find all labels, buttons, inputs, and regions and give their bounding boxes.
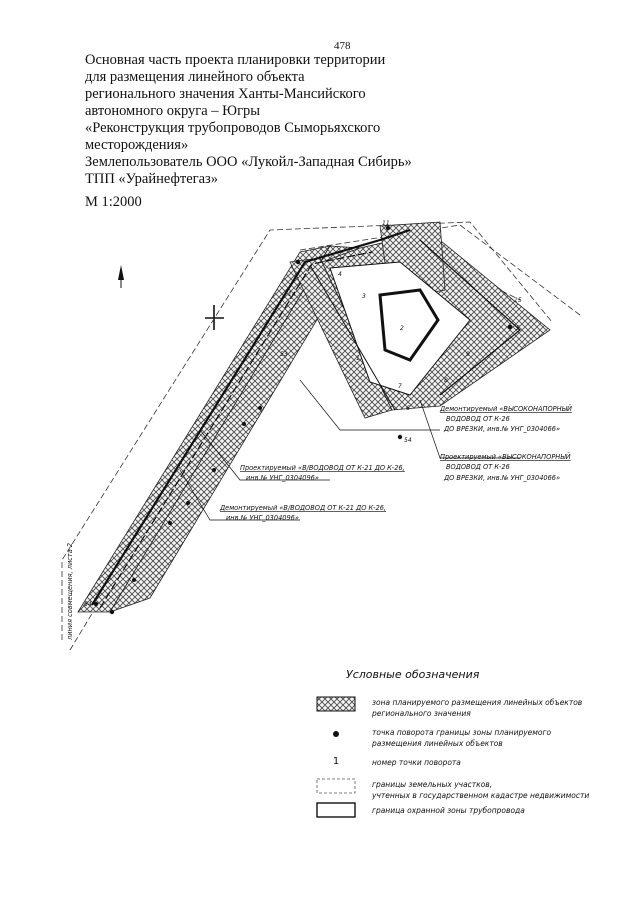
point-number: 9: [466, 351, 470, 358]
page-number: 478: [334, 40, 351, 52]
point-number: 54: [404, 437, 412, 444]
title-line: для размещения линейного объекта: [85, 69, 305, 85]
point-number: 53: [280, 351, 288, 358]
legend-text: регионального значения: [372, 709, 471, 718]
survey-mark-icon: [205, 305, 224, 330]
annotation-text: ДО ВРЕЗКИ, инв.№ УНГ_0304066»: [444, 425, 561, 433]
title-line: Землепользователь ООО «Лукойл-Западная Сибирь»: [85, 154, 412, 170]
annotation-text: ДО ВРЕЗКИ, инв.№ УНГ_0304066»: [444, 474, 561, 482]
point-number: 8: [444, 377, 448, 384]
legend-text: точка поворота границы зоны планируемого: [372, 728, 552, 737]
point-number: 11: [382, 220, 390, 227]
point-number: 5: [516, 325, 520, 332]
point-number: 14: [288, 291, 296, 298]
point-number: 2: [400, 325, 404, 332]
legend-text: границы земельных участков,: [372, 780, 493, 789]
annotation-text: Демонтируемый «ВЫСОКОНАПОРНЫЙ: [440, 405, 572, 413]
annotation-text: ВОДОВОД ОТ К-26: [446, 463, 510, 471]
dot-icon: [316, 726, 356, 742]
title-line: регионального значения Ханты-Мансийского: [85, 86, 366, 102]
point-number: 3: [362, 293, 366, 300]
point-number: 6: [406, 405, 410, 412]
legend-text: зона планируемого размещения линейных объектов: [372, 698, 583, 707]
hatched-zone-icon: [316, 696, 356, 712]
point-number: 64: [84, 601, 92, 608]
point-number: 15: [514, 297, 522, 304]
legend-text: граница охранной зоны трубопровода: [372, 806, 525, 815]
title-line: «Реконструкция трубопроводов Сыморьяхского: [85, 120, 381, 136]
north-arrow-icon: [118, 265, 124, 288]
annotation-text: инв.№ УНГ_0304096»: [246, 474, 319, 482]
dashed-boundary-icon: [316, 778, 356, 794]
legend-text: учтенных в государственном кадастре недвижимости: [372, 791, 590, 800]
annotation-text: ВОДОВОД ОТ К-26: [446, 415, 510, 423]
annotation-text: Проектируемый «В/ВОДОВОД ОТ К-21 ДО К-26,: [240, 464, 405, 472]
title-line: ТПП «Урайнефтегаз»: [85, 171, 219, 187]
match-line-label: линия совмещения, листа 2: [66, 542, 74, 640]
legend-text: номер точки поворота: [372, 758, 461, 767]
point-number-symbol: 1: [332, 756, 340, 767]
annotation-text: Проектируемый «ВЫСОКОНАПОРНЫЙ: [440, 453, 571, 461]
legend-title: Условные обозначения: [346, 668, 480, 681]
map-scale: М 1:2000: [85, 194, 142, 210]
solid-boundary-icon: [316, 802, 356, 818]
point-number: 7: [398, 383, 402, 390]
annotation-text: инв.№ УНГ_0304096»: [226, 514, 299, 522]
point-number: 1: [356, 355, 360, 362]
title-line: Основная часть проекта планировки территории: [85, 52, 386, 68]
legend-text: размещения линейных объектов: [372, 739, 503, 748]
annotation-text: Демонтируемый «В/ВОДОВОД ОТ К-21 ДО К-26,: [220, 504, 387, 512]
title-line: месторождения»: [85, 137, 189, 153]
title-line: автономного округа – Югры: [85, 103, 261, 119]
point-number: 4: [338, 271, 342, 278]
